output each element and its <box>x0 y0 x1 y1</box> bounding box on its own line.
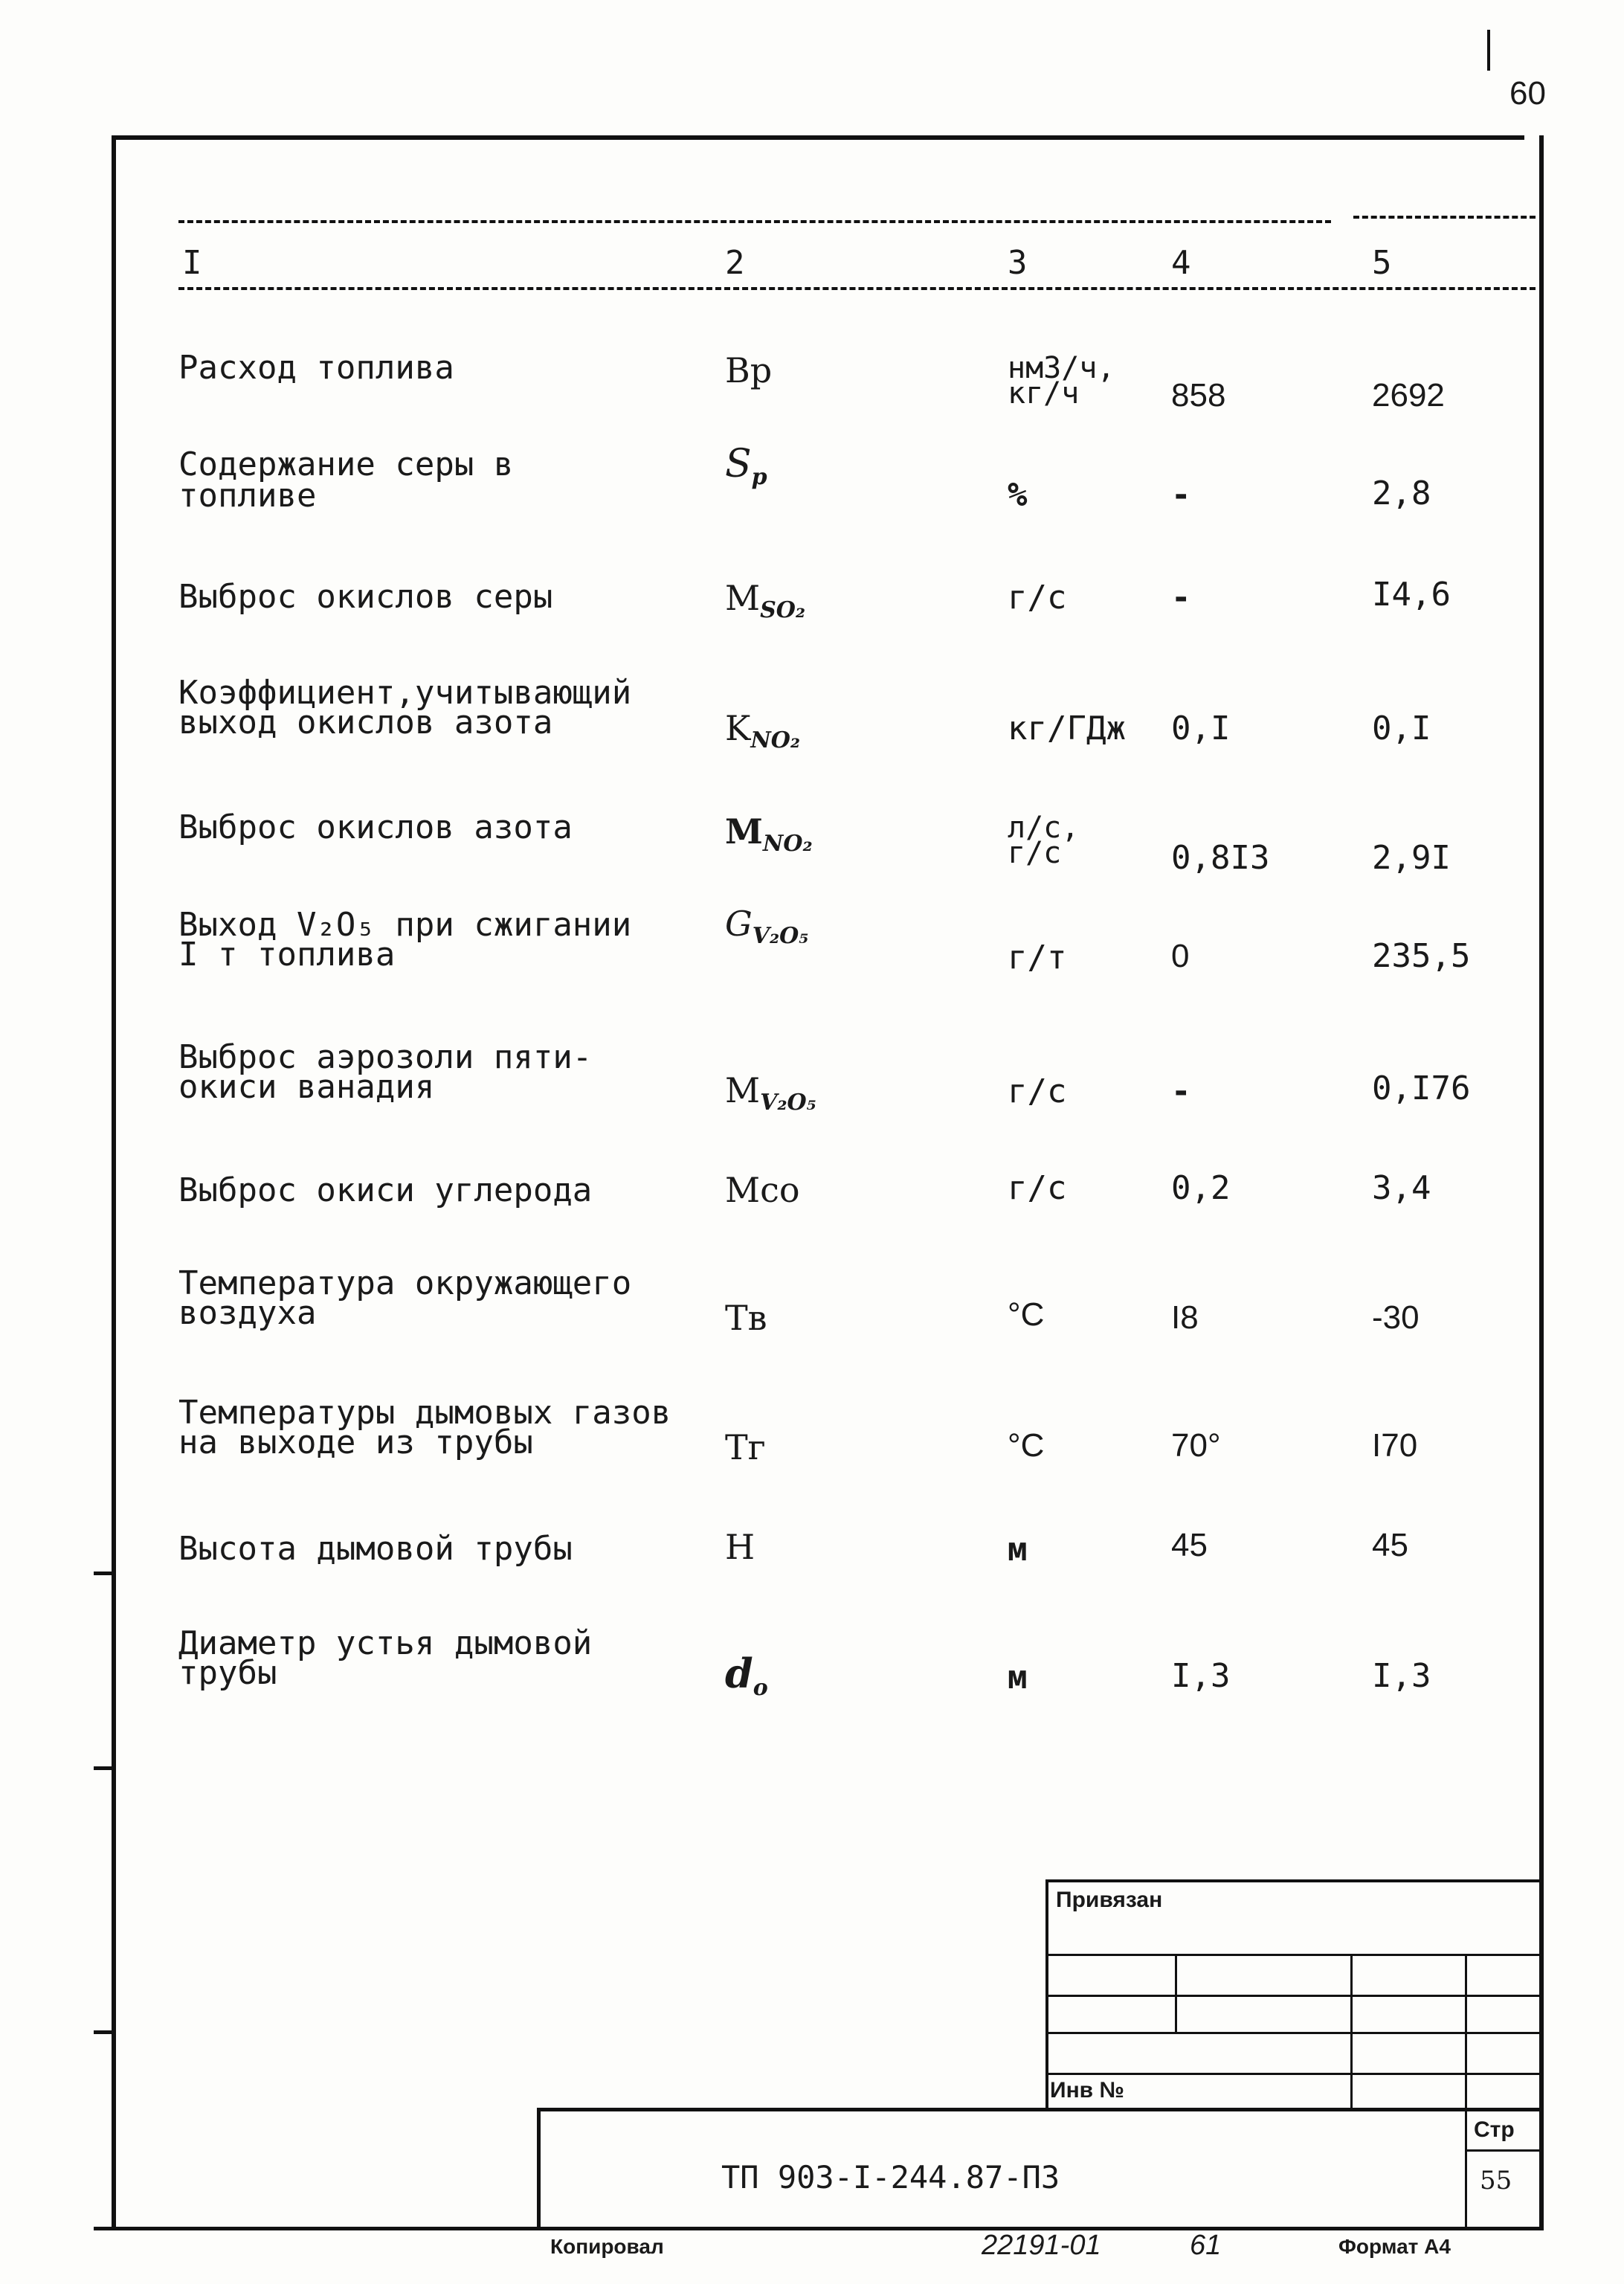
value-col4: I8 <box>1171 1299 1199 1336</box>
col-header-2: 2 <box>725 244 745 282</box>
param-unit: л/с, г/с <box>1008 811 1080 870</box>
param-label: Выброс аэрозоли пяти- окиси ванадия <box>178 1038 593 1106</box>
privyazan-label: Привязан <box>1056 1888 1163 1912</box>
col-header-1: I <box>182 244 202 282</box>
param-symbol: $S_p$ <box>725 442 767 490</box>
param-unit: г/с <box>1008 579 1067 617</box>
value-col4: 0,2 <box>1171 1169 1231 1207</box>
footer-format: Формат А4 <box>1338 2235 1451 2258</box>
footer-order-number: 22191-01 <box>982 2230 1101 2261</box>
value-col4: - <box>1171 476 1191 514</box>
value-col5: 0,I76 <box>1372 1069 1471 1107</box>
param-label: Выход V₂O₅ при сжигании I т топлива <box>178 906 632 974</box>
footer-sheet: 61 <box>1190 2230 1222 2261</box>
param-unit: % <box>1008 476 1028 514</box>
param-unit: г/с <box>1008 1169 1067 1207</box>
footer-copied: Копировал <box>550 2235 664 2258</box>
param-symbol: Н <box>725 1527 755 1567</box>
value-col5: 235,5 <box>1372 937 1471 975</box>
frame-left <box>112 135 116 2229</box>
value-col4: 858 <box>1171 377 1226 414</box>
param-label: Высота дымовой трубы <box>178 1530 573 1568</box>
param-symbol: $M_{V_2O_5}$ <box>725 1070 816 1116</box>
param-symbol: Вр <box>725 350 773 390</box>
param-symbol: $G_{V_2O_5}$ <box>725 904 809 949</box>
value-col4: 0,8I3 <box>1171 839 1270 877</box>
param-unit: м <box>1008 1531 1028 1569</box>
inventory-number-label: Инв № <box>1050 2078 1124 2103</box>
frame-bottom <box>94 2227 1544 2230</box>
value-col5: I4,6 <box>1372 576 1451 614</box>
param-label: Температуры дымовых газов на выходе из трубы <box>178 1394 671 1461</box>
value-col4: 45 <box>1171 1527 1208 1563</box>
param-label: Выброс окислов серы <box>178 578 553 616</box>
param-symbol: $M_{NO_2}$ <box>725 811 813 857</box>
param-label: Выброс окислов азота <box>178 808 573 846</box>
col-header-5: 5 <box>1372 244 1392 282</box>
param-symbol: $d_o$ <box>725 1650 768 1701</box>
frame-right <box>1539 135 1544 2229</box>
page-number: 60 <box>1509 75 1546 112</box>
param-symbol: Тв <box>725 1298 767 1338</box>
param-unit: г/т <box>1008 939 1067 977</box>
stamp-page-number: 55 <box>1480 2166 1512 2195</box>
param-unit: °C <box>1008 1427 1045 1464</box>
document-code: ТП 903-I-244.87-ПЗ <box>721 2159 1060 2195</box>
param-unit: кг/ГДж <box>1008 710 1126 747</box>
value-col4: I,3 <box>1171 1657 1231 1695</box>
param-symbol: $M_{SO_2}$ <box>725 578 806 623</box>
param-unit: м <box>1008 1659 1028 1696</box>
value-col5: I,3 <box>1372 1657 1431 1695</box>
value-col4: - <box>1171 579 1191 617</box>
frame-top <box>112 135 1524 140</box>
value-col5: 45 <box>1372 1527 1408 1563</box>
param-label: Содержание серы в топливе <box>178 445 514 515</box>
param-symbol: $K_{NO_2}$ <box>725 708 801 753</box>
param-label: Диаметр устья дымовой трубы <box>178 1624 593 1692</box>
param-symbol: Mco <box>725 1170 800 1210</box>
header-rule-bottom <box>178 287 1536 290</box>
param-unit: °C <box>1008 1296 1045 1333</box>
value-col5: 0,I <box>1372 710 1431 747</box>
param-unit: г/с <box>1008 1072 1067 1110</box>
param-label: Выброс окиси углерода <box>178 1171 593 1209</box>
value-col5: 3,4 <box>1372 1169 1431 1207</box>
value-col5: I70 <box>1372 1427 1418 1464</box>
value-col4: 70° <box>1171 1427 1221 1464</box>
col-header-4: 4 <box>1171 244 1191 282</box>
param-label: Коэффициент,учитывающий выход окислов азота <box>178 674 632 742</box>
value-col4: - <box>1171 1072 1191 1110</box>
value-col5: 2,8 <box>1372 475 1431 512</box>
value-col5: 2692 <box>1372 377 1445 414</box>
value-col4: 0 <box>1171 938 1190 974</box>
param-label: Расход топлива <box>178 349 454 387</box>
header-rule-top <box>178 220 1331 223</box>
value-col5: 2,9I <box>1372 839 1451 877</box>
param-unit: нм3/ч, кг/ч <box>1008 351 1115 411</box>
value-col5: -30 <box>1372 1299 1420 1336</box>
col-header-3: 3 <box>1008 244 1028 282</box>
page-label: Стр <box>1474 2117 1515 2142</box>
value-col4: 0,I <box>1171 710 1231 747</box>
param-label: Температура окружающего воздуха <box>178 1264 632 1332</box>
param-symbol: Тг <box>725 1427 766 1467</box>
